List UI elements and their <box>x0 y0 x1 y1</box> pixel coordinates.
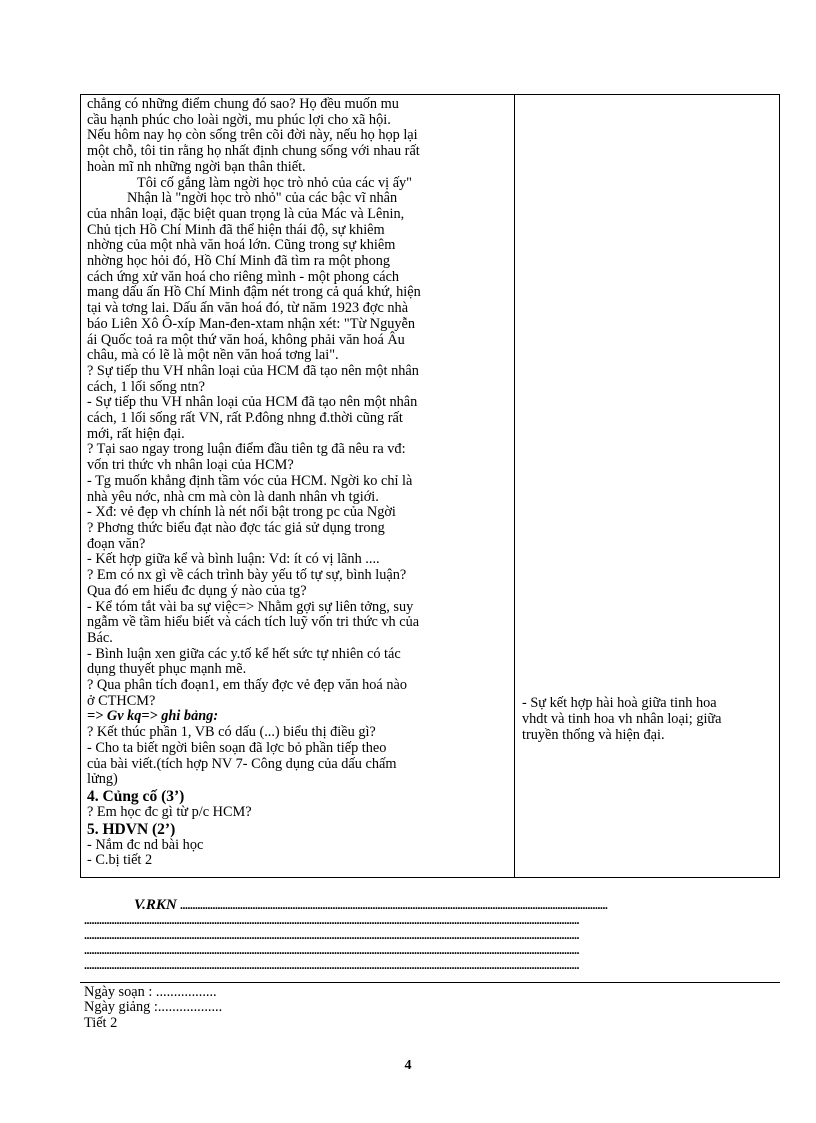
rkn-dotted-line: ...................................................................................................................................................................................................... <box>84 928 579 942</box>
answer-line: của bài viết.(tích hợp NV 7- Công dụng của dấu chấm <box>87 755 397 772</box>
teach-date: Ngày giảng :.................. <box>84 999 223 1016</box>
text-line: Nếu hôm nay họ còn sống trên cõi đời này, nếu họ họp lại <box>87 127 418 144</box>
period-label: Tiết 2 <box>84 1014 118 1031</box>
answer-line: - Cho ta biết ngời biên soạn đã lợc bỏ phần tiếp theo <box>87 739 387 756</box>
text-line: châu, mà có lẽ là một nền văn hoá tơng lai". <box>87 347 339 364</box>
answer-line: ngẫm về tầm hiểu biết và cách tích luỹ vốn tri thức vh của <box>87 614 420 631</box>
text-line: cầu hạnh phúc cho loài ngời, mu phúc lợi cho xã hội. <box>87 111 391 128</box>
text-line: cách ứng xử văn hoá cho riêng mình - một phong cách <box>87 268 400 285</box>
question-line: cách, 1 lối sống ntn? <box>87 378 205 395</box>
list-item: - C.bị tiết 2 <box>87 852 153 869</box>
answer-line: mới, rất hiện đại. <box>87 425 185 442</box>
text-line: vhdt và tinh hoa vh nhân loại; giữa <box>522 711 722 727</box>
question-line: ? Qua phân tích đoạn1, em thấy đợc vẻ đẹp văn hoá nào <box>87 677 407 694</box>
teacher-student-activities-column <box>87 97 511 869</box>
rkn-dotted-line: ...................................................................................................................................................................................................... <box>84 913 579 927</box>
answer-line: - Kể tóm tắt vài ba sự việc=> Nhằm gợi sự liên tởng, suy <box>87 598 414 615</box>
text-line: - Sự kết hợp hài hoà giữa tinh hoa <box>522 695 717 711</box>
rkn-dotted-line: ...................................................................................................................................................................................................... <box>84 943 579 957</box>
answer-line: - Xđ: vẻ đẹp vh chính là nét nổi bật trong pc của Ngời <box>87 504 396 521</box>
section-heading-consolidation: 4. Củng cố (3’) <box>87 787 185 805</box>
answer-line: Bác. <box>87 629 113 646</box>
lesson-table <box>80 94 780 878</box>
text-line: một chỗ, tôi tin rằng họ nhất định chung sống với nhau rất <box>87 143 420 160</box>
text-line: truyền thống và hiện đại. <box>522 727 665 743</box>
page-number: 4 <box>404 1058 412 1073</box>
text-line: tại và tơng lai. Dấu ấn văn hoá đó, từ năm 1923 đợc nhà <box>87 300 409 317</box>
answer-line: - Tg muốn khẳng định tầm vóc của HCM. Ngời ko chỉ là <box>87 472 413 489</box>
rkn-title-text: V.RKN <box>134 897 177 913</box>
text-line: chẳng có những điểm chung đó sao? Họ đều muốn mu <box>87 96 399 112</box>
text-line: của nhân loại, đặc biệt quan trọng là của Mác và Lênin, <box>87 205 405 222</box>
text-line: Chủ tịch Hồ Chí Minh đã thể hiện thái độ, sự khiêm <box>87 221 385 238</box>
text-line: nhờng của một nhà văn hoá lớn. Cũng trong sự khiêm <box>87 237 396 254</box>
question-line: ? Em học đc gì từ p/c HCM? <box>87 803 252 820</box>
summary-heading: => Gv kq=> ghi bảng: <box>87 708 219 725</box>
answer-line: - Kết hợp giữa kể và bình luận: Vd: ít có vị lãnh .... <box>87 551 380 568</box>
question-line: ? Phơng thức biểu đạt nào đợc tác giả sử dụng trong <box>87 519 385 536</box>
answer-line: dụng thuyết phục mạnh mẽ. <box>87 661 247 678</box>
text-line: nhờng học hỏi đó, Hồ Chí Minh đã tìm ra một phong <box>87 253 391 270</box>
question-line: Qua đó em hiểu đc dụng ý nào của tg? <box>87 582 307 599</box>
question-line: ? Em có nx gì về cách trình bày yếu tố tự sự, bình luận? <box>87 567 407 584</box>
text-line: hoàn mĩ nh những ngời bạn thân thiết. <box>87 158 306 175</box>
rkn-title <box>84 898 784 913</box>
text-line: mang dấu ấn Hồ Chí Minh đậm nét trong cả quá khứ, hiện <box>87 284 421 301</box>
list-item: - Nắm đc nd bài học <box>87 836 204 853</box>
prepare-date: Ngày soạn : ................. <box>84 984 217 1000</box>
question-line: ? Kết thúc phần 1, VB có dấu (...) biểu thị điều gì? <box>87 724 376 741</box>
section-heading-homework: 5. HDVN (2’) <box>87 820 176 838</box>
text-line: Nhận là "ngời học trò nhỏ" của các bậc vĩ nhân <box>127 190 398 207</box>
rkn-dotted-line: ...................................................................................................................................................................................................... <box>84 958 579 972</box>
rkn-section <box>84 898 784 973</box>
text-line: báo Liên Xô Ô-xíp Man-đen-xtam nhận xét: "Từ Nguyễn <box>87 315 416 332</box>
content-column <box>522 695 777 743</box>
column-divider <box>514 95 515 877</box>
answer-line: cách, 1 lối sống rất VN, rất P.đông nhng đ.thời cũng rất <box>87 410 403 427</box>
question-line: ở CTHCM? <box>87 692 156 709</box>
lesson-meta <box>84 985 222 1031</box>
text-line: Tôi cố gắng làm ngời học trò nhỏ của các vị ấy" <box>137 174 413 191</box>
answer-line: - Sự tiếp thu VH nhân loại của HCM đã tạo nên một nhân <box>87 394 418 411</box>
question-line: ? Tại sao ngay trong luận điểm đầu tiên tg đã nêu ra vđ: <box>87 441 406 458</box>
question-line: ? Sự tiếp thu VH nhân loại của HCM đã tạo nên một nhân <box>87 362 419 379</box>
answer-line: lửng) <box>87 771 118 788</box>
answer-line: nhà yêu nớc, nhà cm mà còn là danh nhân vh tgiới. <box>87 488 379 505</box>
separator-line <box>80 982 780 983</box>
text-line: ái Quốc toả ra một thứ văn hoá, không phải văn hoá Âu <box>87 331 405 348</box>
question-line: vốn tri thức vh nhân loại của HCM? <box>87 457 294 474</box>
question-line: đoạn văn? <box>87 535 146 552</box>
answer-line: - Bình luận xen giữa các y.tố kể hết sức tự nhiên có tác <box>87 645 401 662</box>
rkn-title-dots: ........................................................................................................................................................................... <box>180 898 608 912</box>
